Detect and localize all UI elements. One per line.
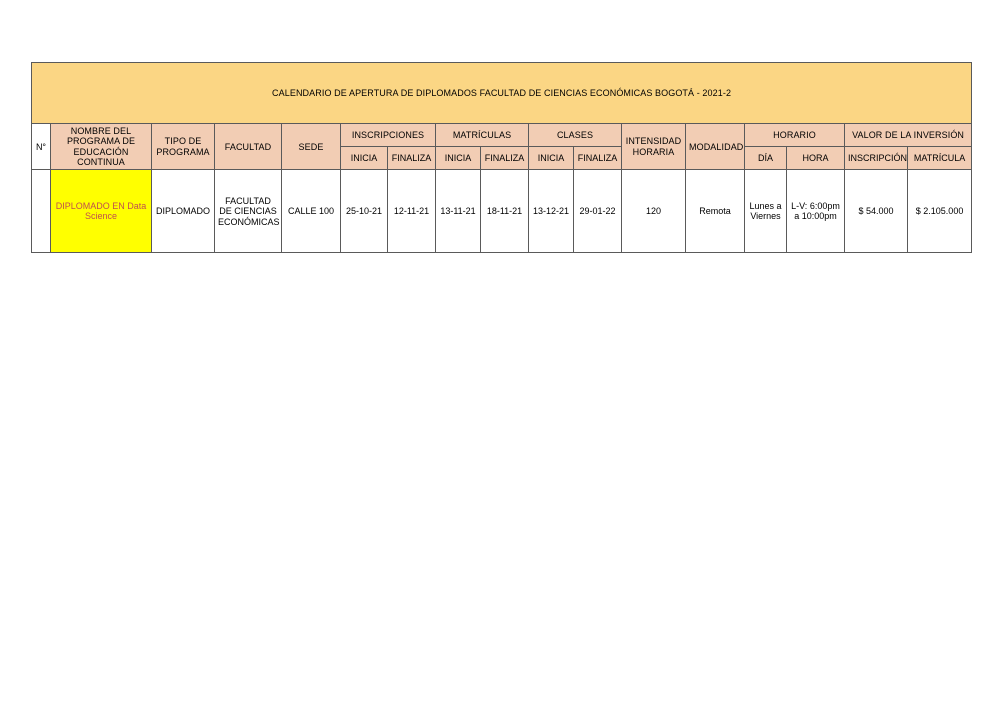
- row-campus: CALLE 100: [282, 170, 341, 253]
- row-program-type: DIPLOMADO: [152, 170, 215, 253]
- header-value-enrollment: MATRÍCULA: [908, 147, 972, 170]
- page-title: CALENDARIO DE APERTURA DE DIPLOMADOS FACULTAD DE CIENCIAS ECONÓMICAS BOGOTÁ - 2021-2: [32, 63, 972, 124]
- header-modality: MODALIDAD: [686, 124, 745, 170]
- title-row: [32, 63, 972, 124]
- header-schedule-hour: HORA: [787, 147, 845, 170]
- row-classes-end: 29-01-22: [574, 170, 622, 253]
- header-inscriptions: INSCRIPCIONES: [341, 124, 436, 147]
- row-inscriptions-end: 12-11-21: [388, 170, 436, 253]
- row-schedule-day: Lunes a Viernes: [745, 170, 787, 253]
- header-program-type: TIPO DE PROGRAMA: [152, 124, 215, 170]
- row-faculty: FACULTAD DE CIENCIAS ECONÓMICAS: [215, 170, 282, 253]
- row-modality: Remota: [686, 170, 745, 253]
- header-investment-value: VALOR DE LA INVERSIÓN: [845, 124, 972, 147]
- header-classes-end: FINALIZA: [574, 147, 622, 170]
- header-enrollments-end: FINALIZA: [481, 147, 529, 170]
- row-value-inscription: $ 54.000: [845, 170, 908, 253]
- header-enrollments-start: INICIA: [436, 147, 481, 170]
- header-number: N°: [32, 124, 51, 170]
- header-classes: CLASES: [529, 124, 622, 147]
- header-value-inscription: INSCRIPCIÓN: [845, 147, 908, 170]
- row-value-enrollment: $ 2.105.000: [908, 170, 972, 253]
- row-enrollments-start: 13-11-21: [436, 170, 481, 253]
- row-hour-intensity: 120: [622, 170, 686, 253]
- header-enrollments: MATRÍCULAS: [436, 124, 529, 147]
- header-faculty: FACULTAD: [215, 124, 282, 170]
- diplomados-calendar-table: [31, 62, 972, 253]
- calendar-sheet: [31, 62, 969, 253]
- table-row: [32, 170, 972, 253]
- row-schedule-hour: L-V: 6:00pm a 10:00pm: [787, 170, 845, 253]
- row-number: [32, 170, 51, 253]
- header-campus: SEDE: [282, 124, 341, 170]
- row-inscriptions-start: 25-10-21: [341, 170, 388, 253]
- header-hour-intensity: INTENSIDAD HORARIA: [622, 124, 686, 170]
- header-classes-start: INICIA: [529, 147, 574, 170]
- header-inscriptions-start: INICIA: [341, 147, 388, 170]
- header-row-group: [32, 124, 972, 147]
- row-classes-start: 13-12-21: [529, 170, 574, 253]
- header-schedule-day: DÍA: [745, 147, 787, 170]
- header-program-name: NOMBRE DEL PROGRAMA DE EDUCACIÓN CONTINUA: [51, 124, 152, 170]
- header-schedule: HORARIO: [745, 124, 845, 147]
- row-enrollments-end: 18-11-21: [481, 170, 529, 253]
- row-program-name: DIPLOMADO EN Data Science: [51, 170, 152, 253]
- header-inscriptions-end: FINALIZA: [388, 147, 436, 170]
